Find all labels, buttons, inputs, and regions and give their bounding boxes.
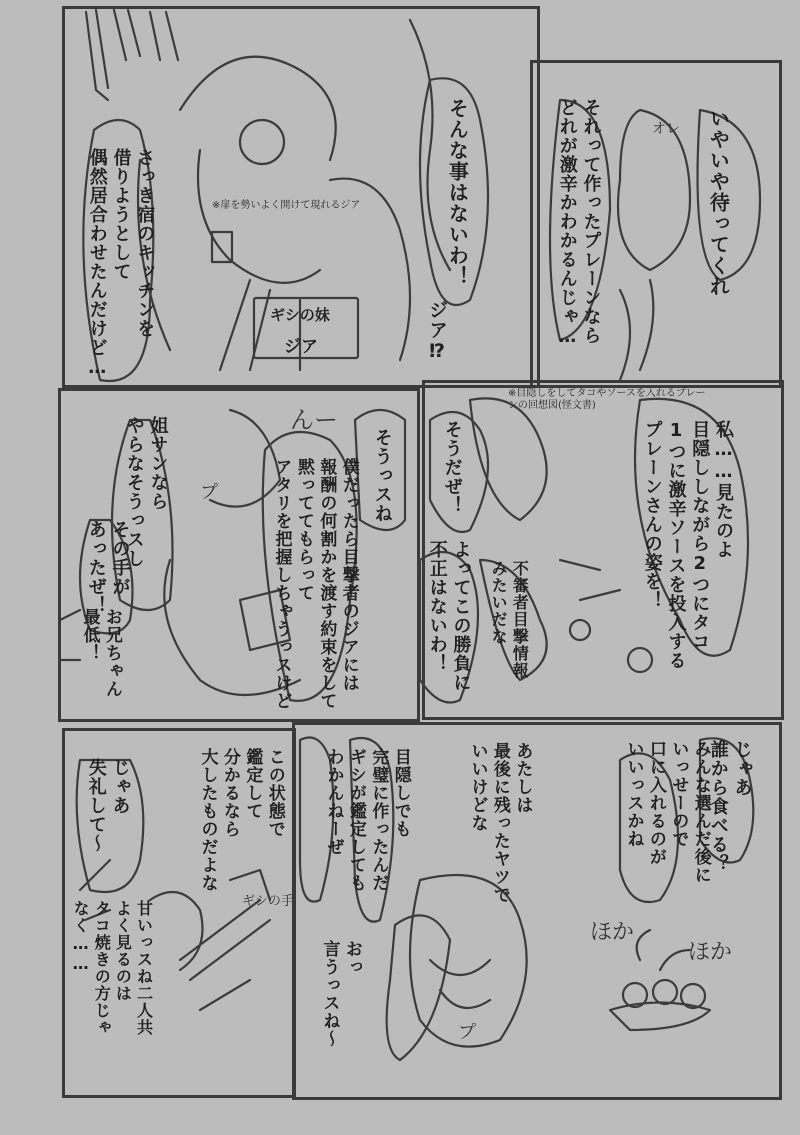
p1-note-door: ※扉を勢いよく開けて現れるジア bbox=[212, 200, 361, 211]
p4-note-top: ※目隠しをしてタコやソースを入れるプレーンの回想図(怪文書) bbox=[508, 388, 706, 411]
p5-bubble-amai: 甘いっスね二人共 よく見るのは タコ焼きの方じゃ なく…… bbox=[71, 900, 154, 1036]
p6-sfx-hoka-1: ほか bbox=[590, 920, 635, 945]
p2-bubble-mid: それって作ったプレーンなら どれが激辛かわかるんじゃ… bbox=[556, 98, 602, 348]
p1-name-box-top: ギシの妹 bbox=[270, 306, 330, 324]
p1-name-box-bottom: ジア bbox=[284, 337, 318, 357]
p6-bubble-ou: おっ 言うっスね〜 bbox=[319, 940, 362, 1048]
p4-bubble-fushinsha: 不審者目撃情報 みたいだな bbox=[489, 560, 530, 679]
p3-sfx-pu: プ bbox=[200, 482, 218, 503]
p3-bubble-mid: 僕だったら目撃者のジアには 報酬の何割かを渡す約束をして 黙っててもらって アタリを把握しちゃうっスけど bbox=[271, 458, 359, 710]
p5-sfx-te: ギシの手 bbox=[242, 894, 294, 909]
p6-sfx-pu: プ bbox=[458, 1022, 476, 1043]
p6-sfx-hoka-2: ほか bbox=[688, 940, 733, 965]
p6-bubble-e: じゃあ 誰から食べる？ bbox=[707, 740, 753, 873]
p5-bubble-left: じゃあ 失礼して〜 bbox=[85, 758, 131, 853]
p4-bubble-right: 私……見たのよ 目隠ししながら2つにタコ 1つに激辛ソースを投入する プレーンさんの姿を！ bbox=[641, 420, 734, 670]
p1-bubble-center: そんな事はないわ！ bbox=[445, 98, 470, 287]
p6-bubble-d: みんな選んだ後に いっせーので 口に入れるのが いいっスかね bbox=[623, 740, 711, 884]
p3-bubble-low: お兄ちゃん 最低！ bbox=[79, 608, 122, 698]
p6-bubble-b: 目隠しでも 完璧に作ったんだ ギシが鑑定しても わかんねーぜ bbox=[323, 748, 411, 892]
p3-bubble-shout: その手が あったぜ！ bbox=[85, 520, 131, 615]
p4-bubble-fusei: よってこの勝負に 不正はないわ！ bbox=[426, 540, 472, 692]
p1-bubble-jia: ジア⁉︎ bbox=[426, 300, 449, 363]
p3-sfx-n: んー bbox=[290, 406, 338, 434]
p1-bubble-left: さっき宿のキッチンを 借りようとして 偶然居合わせたんだけど… bbox=[86, 148, 156, 379]
p3-bubble-right: 姐サンなら やらなそうっスし bbox=[123, 416, 169, 568]
p4-bubble-soudaze: そうだぜ！ bbox=[441, 420, 463, 515]
p2-sfx-ore: オレ bbox=[652, 121, 680, 137]
p3-bubble-top: そうっスね bbox=[371, 428, 393, 523]
p6-bubble-c: あたしは 最後に残ったヤツで いいけどな bbox=[467, 742, 533, 904]
p6-bubble-a: この状態で 鑑定して 分かるなら 大したものだよな bbox=[197, 748, 285, 892]
p2-bubble-right: いやいや待ってくれ bbox=[706, 108, 731, 297]
